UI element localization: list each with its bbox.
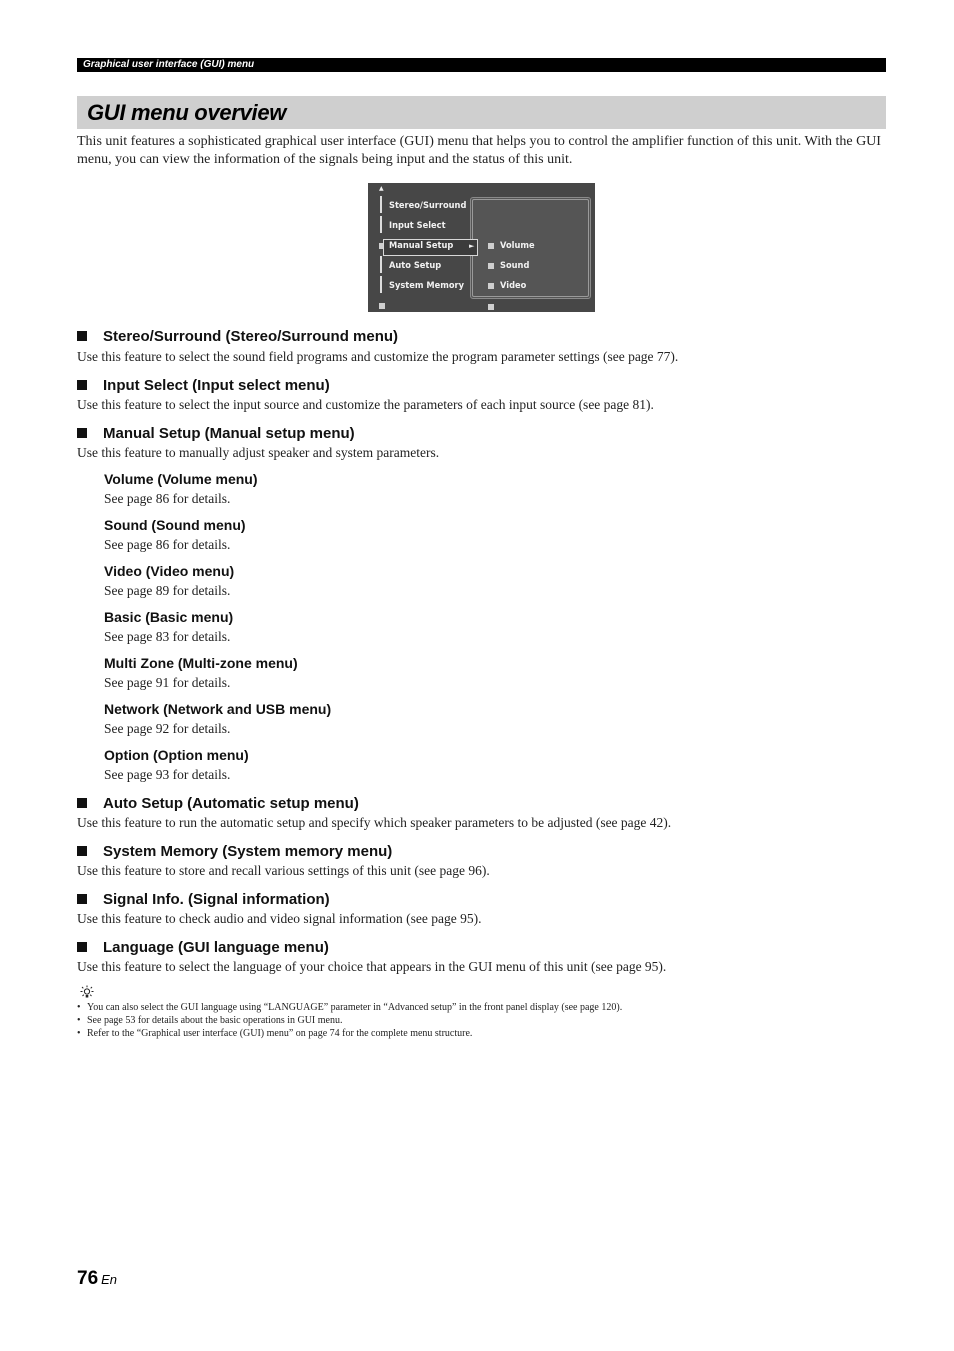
tip-item: • You can also select the GUI language using “LANGUAGE” parameter in “Advanced setup” in the front panel display (see page 120). [77, 1001, 622, 1014]
page-number-value: 76 [77, 1268, 99, 1289]
tip-item: • See page 53 for details about the basic operations in GUI menu. [77, 1014, 622, 1027]
submenu-bullet-icon [488, 243, 494, 249]
section-heading [77, 795, 359, 813]
section-heading [77, 843, 392, 861]
subsection-heading: Volume (Volume menu) [104, 471, 258, 487]
gui-menu-item-selected: Manual Setup [389, 241, 454, 251]
section-heading-text: System Memory (System memory menu) [103, 843, 393, 860]
square-bullet-icon [77, 894, 87, 904]
menu-bullet-icon [379, 303, 385, 309]
section-heading [77, 328, 398, 346]
subsection-heading: Basic (Basic menu) [104, 609, 234, 625]
menu-connector-line [380, 216, 382, 233]
section-heading-text: Language (GUI language menu) [103, 939, 329, 956]
square-bullet-icon [77, 846, 87, 856]
subsection-text: See page 93 for details. [104, 767, 231, 782]
section-text: Use this feature to select the input source and customize the parameters of each input source (see page 81). [77, 397, 654, 412]
gui-screen-illustration [368, 183, 595, 312]
section-heading [77, 939, 329, 957]
square-bullet-icon [77, 380, 87, 390]
subsection-text: See page 86 for details. [104, 537, 231, 552]
page-language: En [101, 1272, 118, 1287]
section-text: Use this feature to select the language of your choice that appears in the GUI menu of this unit (see page 95). [77, 959, 667, 974]
gui-menu-item: Input Select [389, 221, 446, 231]
gui-submenu-item: Volume [500, 241, 535, 251]
submenu-bullet-icon [488, 263, 494, 269]
subsection-text: See page 92 for details. [104, 721, 231, 736]
section-text: Use this feature to select the sound field programs and customize the program parameter settings (see page 77). [77, 349, 679, 364]
gui-submenu-item: Video [500, 281, 527, 291]
gui-submenu-item: Sound [500, 261, 530, 271]
subsection-heading: Video (Video menu) [104, 563, 235, 579]
square-bullet-icon [77, 942, 87, 952]
subsection-heading: Multi Zone (Multi-zone menu) [104, 655, 298, 671]
title-band [77, 96, 886, 129]
section-heading [77, 377, 330, 395]
subsection-heading: Option (Option menu) [104, 747, 249, 763]
section-heading-text: Signal Info. (Signal information) [103, 891, 330, 908]
submenu-bullet-icon [488, 283, 494, 289]
page-number [77, 1267, 117, 1292]
submenu-arrow-icon: ► [469, 242, 475, 250]
hint-lightbulb-icon [80, 985, 94, 999]
subsection-heading: Sound (Sound menu) [104, 517, 246, 533]
section-text: Use this feature to check audio and video signal information (see page 95). [77, 911, 482, 926]
square-bullet-icon [77, 798, 87, 808]
menu-connector-line [380, 256, 382, 273]
scroll-up-icon: ▲ [379, 185, 384, 192]
intro-paragraph: This unit features a sophisticated graphical user interface (GUI) menu that helps you to control the amplifier function of this unit. With the GUI menu, you can view the information of the signals being input and the status of this unit. [77, 134, 881, 167]
section-heading [77, 425, 355, 443]
square-bullet-icon [77, 428, 87, 438]
scroll-marker-icon [488, 304, 494, 310]
section-heading-text: Auto Setup (Automatic setup menu) [103, 795, 359, 812]
section-text: Use this feature to store and recall various settings of this unit (see page 96). [77, 863, 490, 878]
menu-connector-line [380, 276, 382, 293]
tip-item: • Refer to the “Graphical user interface (GUI) menu” on page 74 for the complete menu structure. [77, 1027, 622, 1040]
section-heading-text: Input Select (Input select menu) [103, 377, 330, 394]
menu-connector-line [380, 196, 382, 213]
section-text: Use this feature to run the automatic setup and specify which speaker parameters to be adjusted (see page 42). [77, 815, 672, 830]
gui-menu-item: System Memory [389, 281, 465, 291]
page-title: GUI menu overview [87, 100, 287, 125]
running-header [77, 58, 886, 72]
gui-menu-item: Auto Setup [389, 261, 442, 271]
gui-menu-item: Stereo/Surround [389, 201, 467, 211]
section-heading [77, 891, 330, 909]
tips-list [77, 1001, 622, 1040]
section-heading-text: Stereo/Surround (Stereo/Surround menu) [103, 328, 399, 345]
subsection-text: See page 91 for details. [104, 675, 231, 690]
subsection-text: See page 83 for details. [104, 629, 231, 644]
subsection-text: See page 89 for details. [104, 583, 231, 598]
section-heading-text: Manual Setup (Manual setup menu) [103, 425, 355, 442]
subsection-heading: Network (Network and USB menu) [104, 701, 332, 717]
subsection-text: See page 86 for details. [104, 491, 231, 506]
running-header-label: Graphical user interface (GUI) menu [83, 59, 255, 70]
square-bullet-icon [77, 331, 87, 341]
section-text: Use this feature to manually adjust speaker and system parameters. [77, 445, 440, 460]
